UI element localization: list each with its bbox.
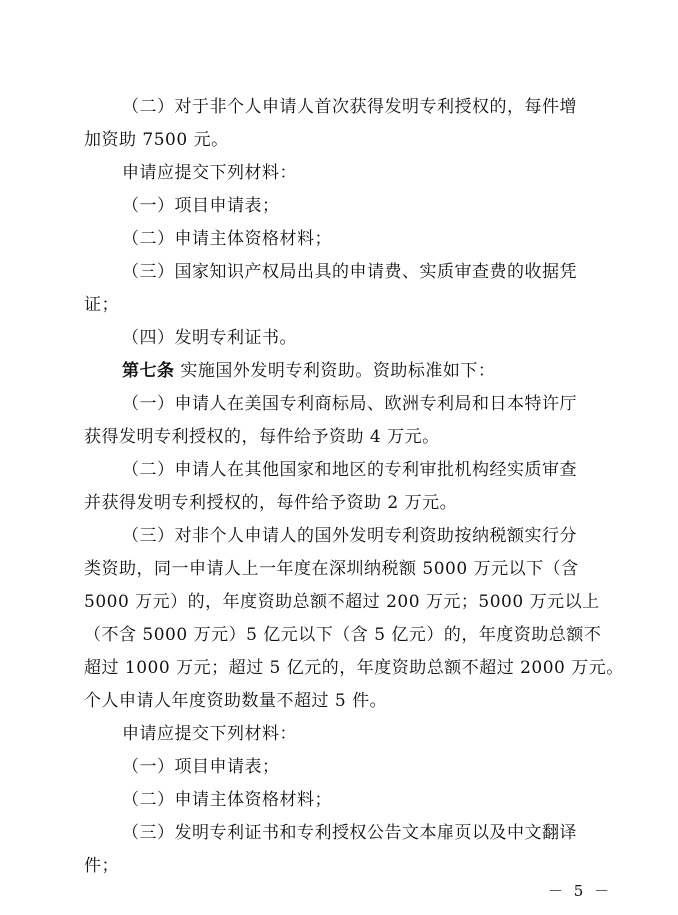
paragraph-line: （三）国家知识产权局出具的申请费、实质审查费的收据凭 <box>122 262 577 282</box>
article-seven-line <box>122 360 604 382</box>
paragraph-line: 个人申请人年度资助数量不超过 5 件。 <box>84 691 388 711</box>
paragraph-line: （二）申请主体资格材料； <box>122 790 332 810</box>
paragraph-line: （不含 5000 万元）5 亿元以下（含 5 亿元）的，年度资助总额不 <box>84 625 602 645</box>
paragraph-line: 证； <box>84 295 119 315</box>
page-number: － 5 － <box>548 882 613 900</box>
paragraph-line: 申请应提交下列材料： <box>122 724 297 744</box>
article-text: 实施国外发明专利资助。资助标准如下： <box>174 361 496 381</box>
paragraph-line: （三）对非个人申请人的国外发明专利资助按纳税额实行分 <box>122 526 577 546</box>
paragraph-line: （一）项目申请表； <box>122 757 280 777</box>
paragraph-line: 件； <box>84 856 119 876</box>
paragraph-line: （一）申请人在美国专利商标局、欧洲专利局和日本特许厅 <box>122 394 577 414</box>
paragraph-line: （三）发明专利证书和专利授权公告文本扉页以及中文翻译 <box>122 823 577 843</box>
paragraph-line: 5000 万元）的，年度资助总额不超过 200 万元；5000 万元以上 <box>84 592 600 612</box>
paragraph-line: （四）发明专利证书。 <box>122 328 297 348</box>
paragraph-line: （二）对于非个人申请人首次获得发明专利授权的，每件增 <box>122 97 577 117</box>
paragraph-line: 加资助 7500 元。 <box>84 130 229 150</box>
article-heading: 第七条 <box>122 361 175 381</box>
paragraph-line: 获得发明专利授权的，每件给予资助 4 万元。 <box>84 427 440 447</box>
paragraph-line: （一）项目申请表； <box>122 196 280 216</box>
paragraph-line: 并获得发明专利授权的，每件给予资助 2 万元。 <box>84 493 458 513</box>
paragraph-line: （二）申请主体资格材料； <box>122 229 332 249</box>
paragraph-line: （二）申请人在其他国家和地区的专利审批机构经实质审查 <box>122 460 577 480</box>
paragraph-line: 超过 1000 万元；超过 5 亿元的，年度资助总额不超过 2000 万元。 <box>84 658 624 678</box>
paragraph-line: 类资助，同一申请人上一年度在深圳纳税额 5000 万元以下（含 <box>84 559 579 579</box>
paragraph-line: 申请应提交下列材料： <box>122 163 297 183</box>
